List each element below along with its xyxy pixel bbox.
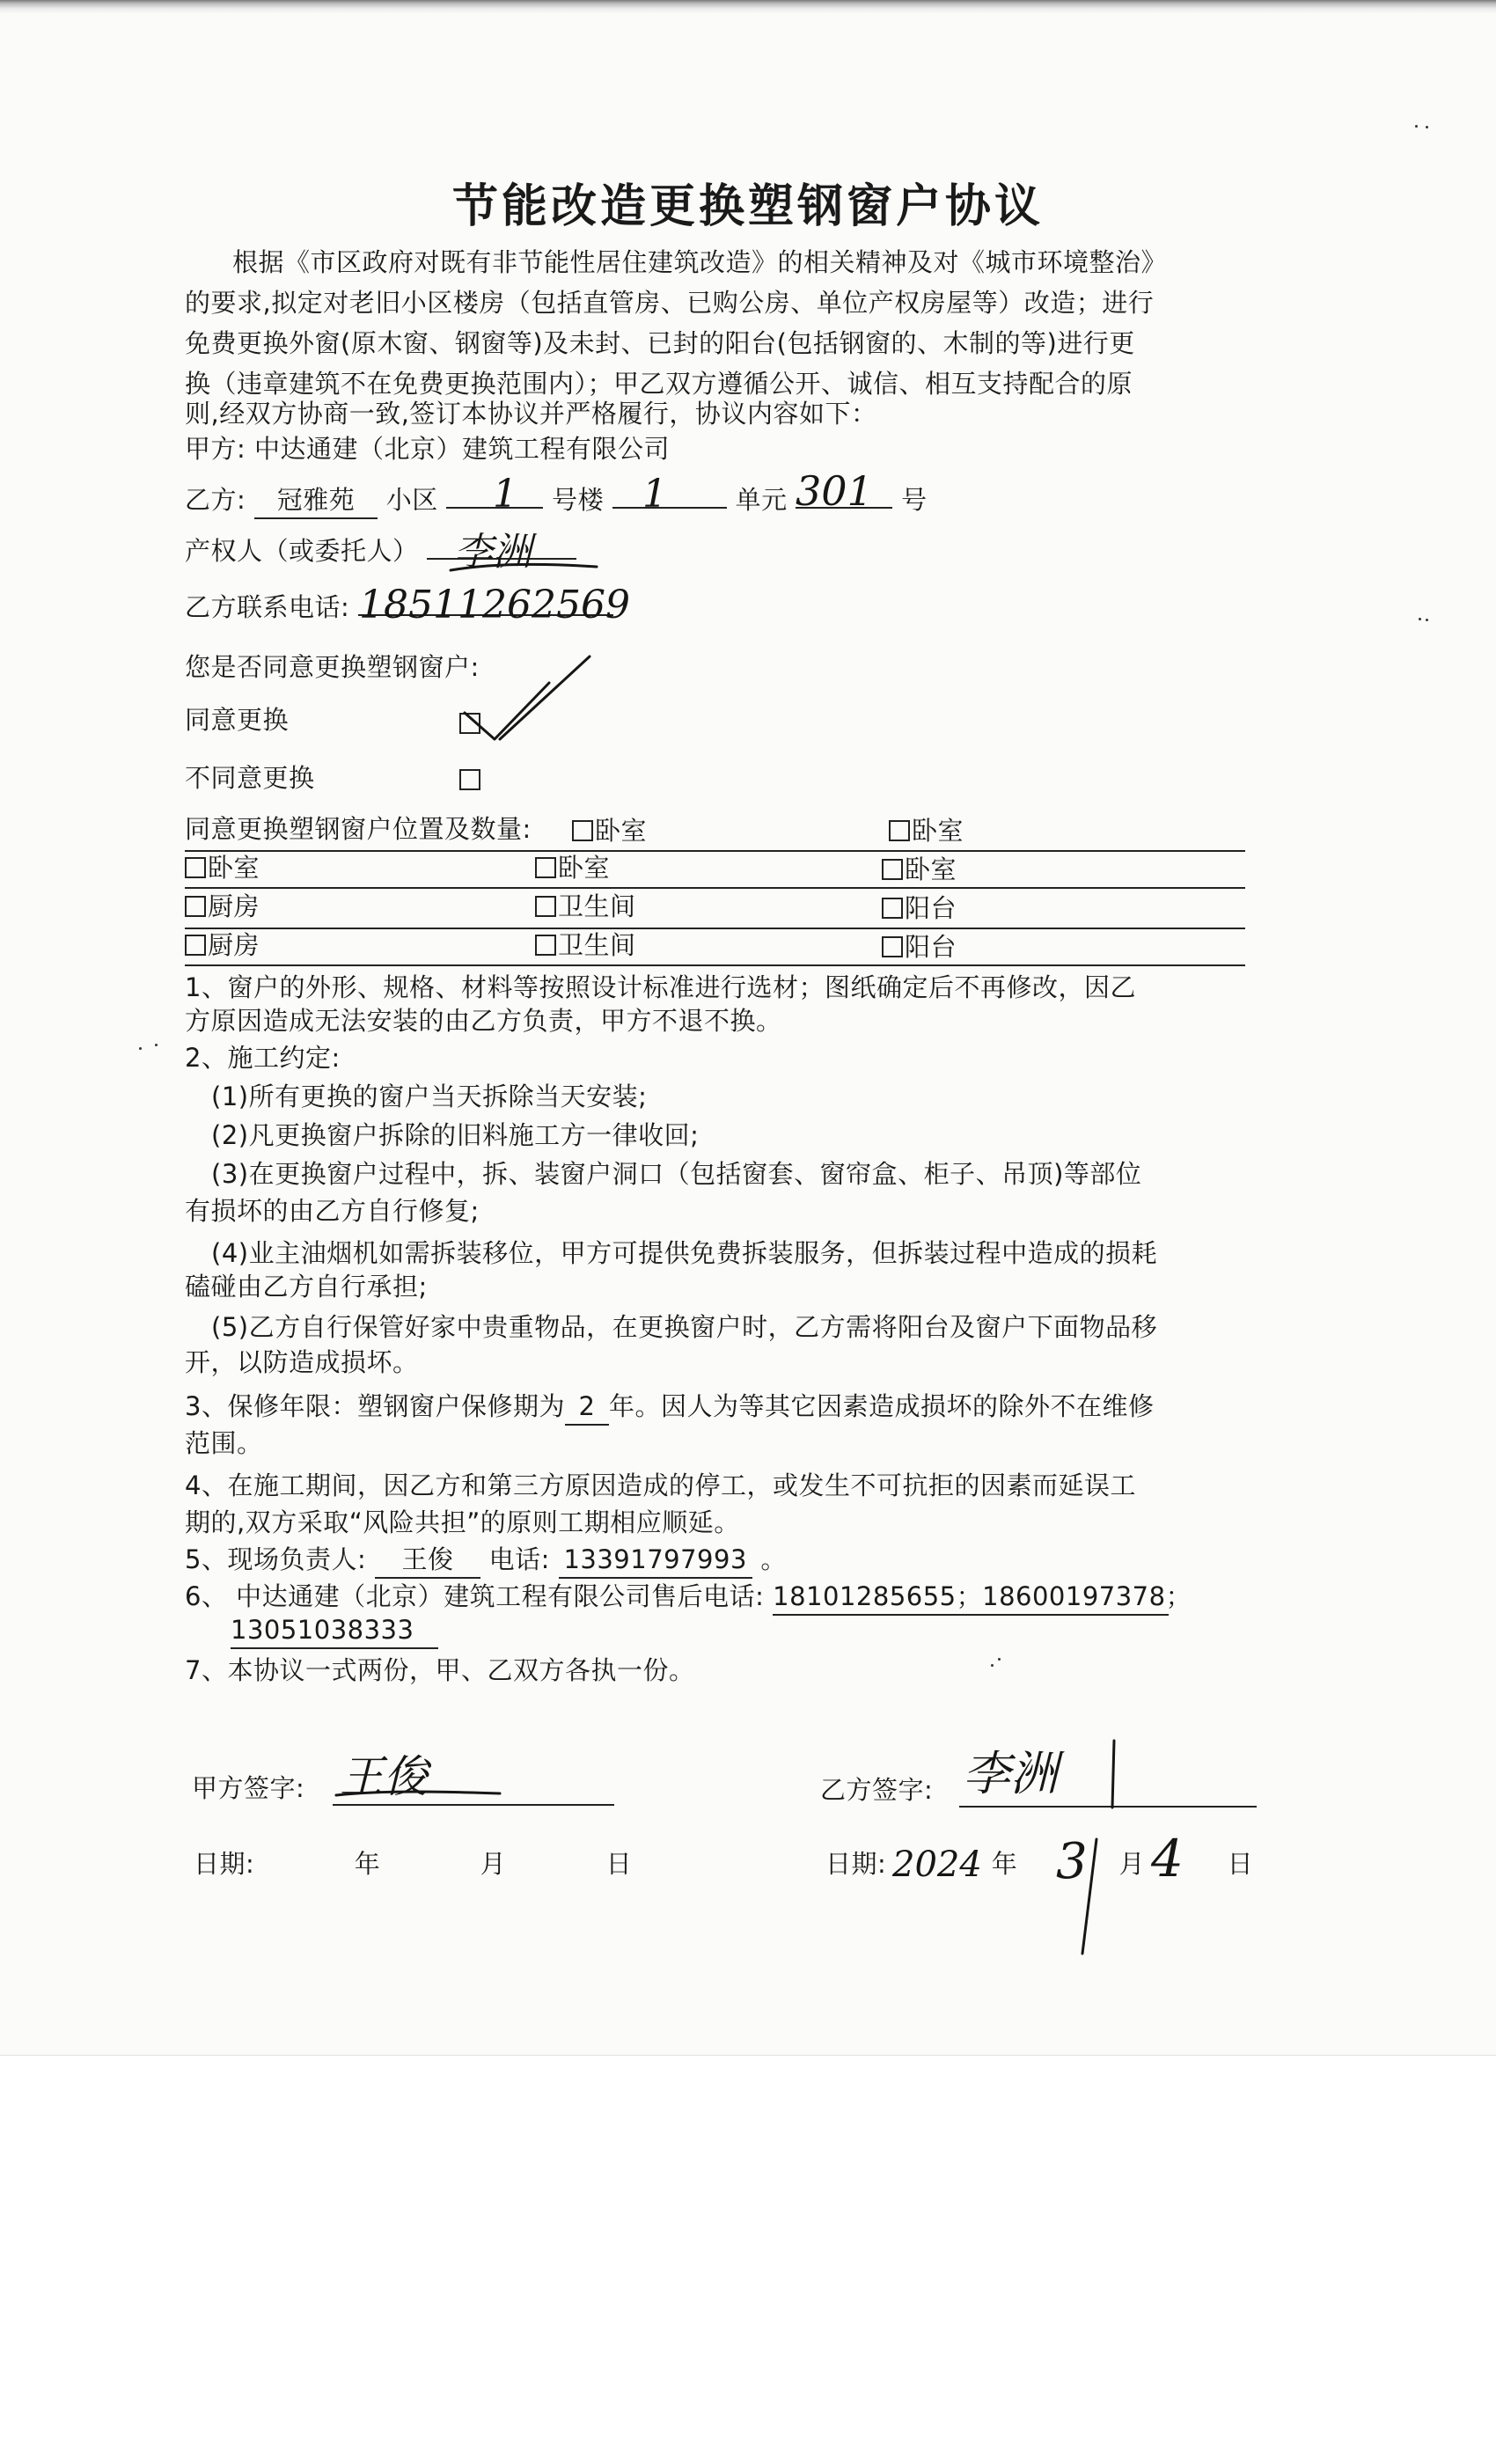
clause-2-5-line-1: (5)乙方自行保管好家中贵重物品，在更换窗户时，乙方需将阳台及窗户下面物品移 xyxy=(211,1312,1158,1342)
svg-text:18511262569: 18511262569 xyxy=(359,583,630,627)
clause-7: 7、本协议一式两份，甲、乙双方各执一份。 xyxy=(185,1655,695,1685)
disagree-label: 不同意更换 xyxy=(185,763,315,793)
disagree-checkbox[interactable] xyxy=(459,769,480,790)
position-cell[interactable]: 厨房 xyxy=(185,889,260,924)
room-suffix: 号 xyxy=(901,485,928,515)
svg-text:李洲: 李洲 xyxy=(454,530,532,575)
clause-2-3-line-1: (3)在更换窗户过程中，拆、装窗户洞口（包括窗套、窗帘盒、柜子、吊顶)等部位 xyxy=(211,1159,1142,1189)
grid-rule xyxy=(185,887,1245,889)
position-cell[interactable]: 卧室 xyxy=(535,850,610,885)
after-sales-phone-3: 13051038333 xyxy=(231,1612,438,1649)
handwritten-month xyxy=(1047,1822,1118,1962)
owner-signature xyxy=(447,519,605,581)
svg-text:1: 1 xyxy=(642,472,667,517)
intro-line-2: 的要求,拟定对老旧小区楼房（包括直管房、已购公房、单位产权房屋等）改造；进行 xyxy=(185,288,1155,318)
party-b-label: 乙方: xyxy=(185,485,246,515)
scan-speck xyxy=(155,1044,158,1046)
scan-speck xyxy=(998,1658,1001,1661)
party-a-sign-label: 甲方签字: xyxy=(192,1773,305,1803)
position-cell[interactable]: 卧室 xyxy=(185,850,260,885)
position-cell[interactable]: 卧室 xyxy=(882,852,957,887)
clause-3-line-1: 3、保修年限：塑钢窗户保修期为 2 年。因人为等其它因素造成损坏的除外不在维修 xyxy=(185,1389,1154,1426)
month-label: 月 xyxy=(1118,1849,1146,1879)
party-a: 甲方: 中达通建（北京）建筑工程有限公司 xyxy=(185,434,670,464)
party-b-signature xyxy=(956,1734,1140,1813)
scan-speck xyxy=(1426,126,1428,128)
intro-line-5: 则,经双方协商一致,签订本协议并严格履行，协议内容如下： xyxy=(185,399,877,429)
clause-4-line-1: 4、在施工期间，因乙方和第三方原因造成的停工，或发生不可抗拒的因素而延误工 xyxy=(185,1470,1136,1500)
clause-2-4-line-2: 磕碰由乙方自行承担; xyxy=(185,1272,428,1302)
position-cell[interactable]: 卫生间 xyxy=(535,928,636,963)
svg-text:李洲: 李洲 xyxy=(963,1746,1058,1801)
clause-2-2: (2)凡更换窗户拆除的旧料施工方一律收回; xyxy=(211,1120,700,1150)
intro-line-4: 换（违章建筑不在免费更换范围内）；甲乙双方遵循公开、诚信、相互支持配合的原 xyxy=(185,369,1133,399)
date-label: 日期: xyxy=(825,1849,887,1879)
intro-line-1: 根据《市区政府对既有非节能性居住建筑改造》的相关精神及对《城市环境整治》 xyxy=(232,247,1168,277)
consent-question: 您是否同意更换塑钢窗户: xyxy=(185,652,480,682)
position-cell[interactable]: 阳台 xyxy=(882,929,957,964)
clause-2-4-line-1: (4)业主油烟机如需拆装移位，甲方可提供免费拆装服务，但拆装过程中造成的损耗 xyxy=(211,1238,1158,1268)
intro-line-3: 免费更换外窗(原木窗、钢窗等)及未封、已封的阳台(包括钢窗的、木制的等)进行更 xyxy=(185,328,1135,358)
party-a-signature xyxy=(333,1741,509,1811)
handwritten-day xyxy=(1144,1823,1214,1894)
day-label: 日 xyxy=(1227,1849,1254,1879)
handwritten-year xyxy=(889,1830,994,1892)
scan-speck xyxy=(139,1047,142,1050)
site-manager-name: 王俊 xyxy=(375,1542,480,1579)
agree-label: 同意更换 xyxy=(185,705,290,735)
clause-6-line-1: 6、 中达通建（北京）建筑工程有限公司售后电话: 18101285655；18600197378； xyxy=(185,1579,1169,1616)
position-cell[interactable]: 卫生间 xyxy=(535,889,636,924)
site-manager-phone: 13391797993 xyxy=(559,1542,752,1579)
year-label: 年 xyxy=(354,1849,381,1879)
handwritten-building xyxy=(484,466,537,519)
position-cell[interactable]: 阳台 xyxy=(882,891,957,926)
clause-1-line-2: 方原因造成无法安装的由乙方负责，甲方不退不换。 xyxy=(185,1006,782,1036)
svg-text:301: 301 xyxy=(796,467,873,515)
position-cell[interactable]: 卧室 xyxy=(889,813,964,848)
svg-text:2024: 2024 xyxy=(892,1844,982,1885)
grid-rule xyxy=(185,928,1245,929)
scan-speck xyxy=(1415,125,1418,128)
position-cell[interactable]: 厨房 xyxy=(185,928,260,963)
svg-text:3: 3 xyxy=(1056,1833,1088,1890)
clause-5: 5、现场负责人: 王俊 电话: 13391797993 。 xyxy=(185,1542,787,1579)
handwritten-room xyxy=(792,461,889,523)
position-cell[interactable]: 卧室 xyxy=(572,813,647,848)
year-label: 年 xyxy=(991,1849,1018,1879)
building-suffix: 号楼 xyxy=(552,485,605,515)
clause-6-line-2 xyxy=(231,1612,438,1649)
svg-text:4: 4 xyxy=(1151,1829,1184,1888)
scan-speck xyxy=(1419,618,1421,620)
clause-4-line-2: 期的,双方采取“风险共担”的原则工期相应顺延。 xyxy=(185,1507,740,1537)
party-a-date xyxy=(194,1846,632,1881)
grid-rule xyxy=(185,850,1245,852)
clause-2-5-line-2: 开，以防造成损坏。 xyxy=(185,1347,419,1377)
party-b-sign-label: 乙方签字: xyxy=(820,1775,934,1805)
clause-1-line-1: 1、窗户的外形、规格、材料等按照设计标准进行选材；图纸确定后不再修改，因乙 xyxy=(185,972,1136,1002)
scan-edge xyxy=(0,0,1496,14)
check-mark-icon xyxy=(458,678,554,748)
grid-rule xyxy=(185,964,1245,966)
clause-2-heading: 2、施工约定: xyxy=(185,1043,341,1073)
handwritten-phone xyxy=(356,574,637,635)
scan-speck xyxy=(991,1664,994,1667)
warranty-years: 2 xyxy=(565,1389,609,1426)
owner-label: 产权人（或委托人） xyxy=(185,536,419,566)
month-label: 月 xyxy=(480,1849,507,1879)
unit-suffix: 单元 xyxy=(735,485,788,515)
after-sales-phones: 18101285655；18600197378； xyxy=(773,1579,1169,1616)
svg-text:1: 1 xyxy=(493,472,517,517)
document-title: 节能改造更换塑钢窗户协议 xyxy=(451,180,1044,233)
clause-2-1: (1)所有更换的窗户当天拆除当天安装; xyxy=(211,1082,648,1111)
community-field[interactable]: 冠雅苑 xyxy=(254,482,378,519)
positions-label: 同意更换塑钢窗户位置及数量: xyxy=(185,814,532,844)
date-label: 日期: xyxy=(194,1849,255,1879)
clause-3-line-2: 范围。 xyxy=(185,1428,263,1458)
scan-speck xyxy=(1426,619,1428,621)
clause-2-3-line-2: 有损坏的由乙方自行修复; xyxy=(185,1196,480,1226)
day-label: 日 xyxy=(605,1849,633,1879)
svg-text:王俊: 王俊 xyxy=(340,1751,428,1802)
community-suffix: 小区 xyxy=(385,485,438,515)
handwritten-unit xyxy=(634,466,686,519)
phone-label: 乙方联系电话: xyxy=(185,592,350,622)
